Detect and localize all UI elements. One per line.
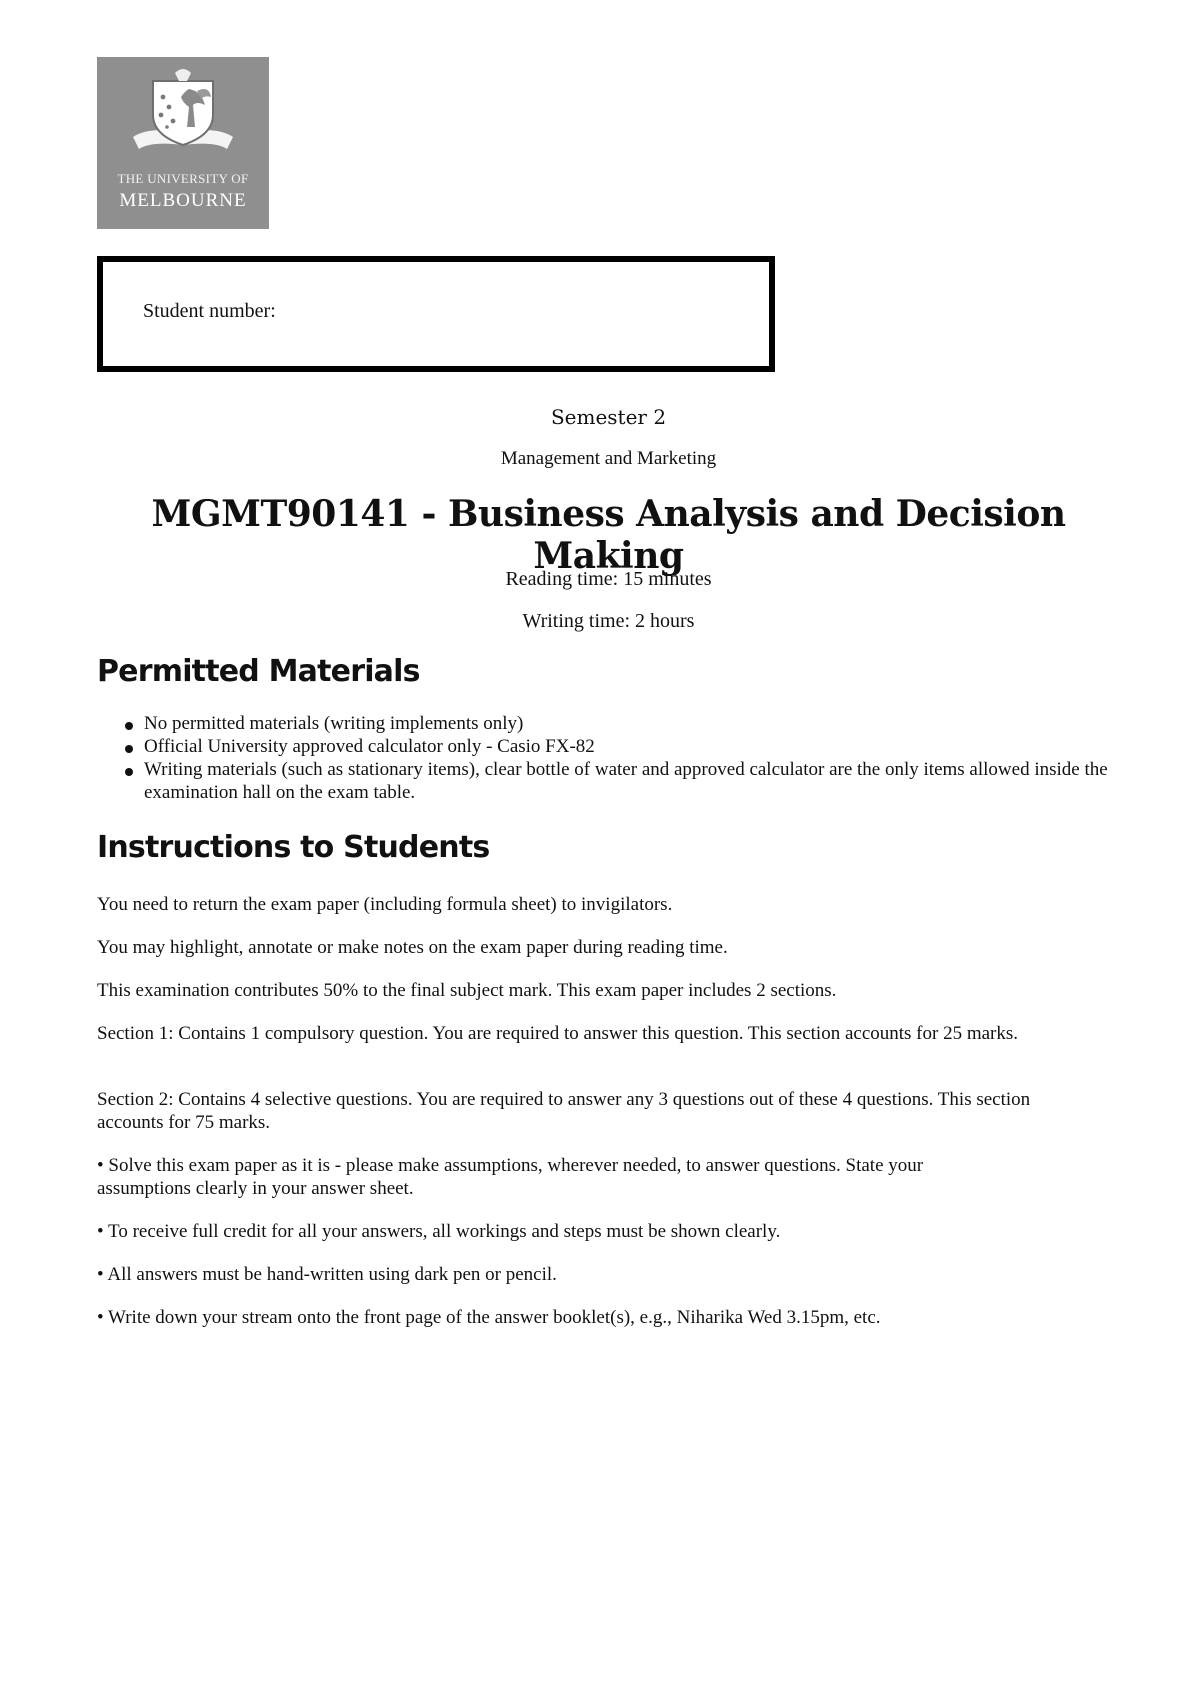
university-crest-icon bbox=[97, 57, 269, 167]
instruction-paragraph: • Solve this exam paper as it is - please make assumptions, wherever needed, to answer questions. State your assumptions clearly in your answer sheet. bbox=[97, 1155, 924, 1199]
instruction-paragraph: Section 1: Contains 1 compulsory question. You are required to answer this question. This section accounts for 25 marks. bbox=[97, 1023, 1019, 1044]
instruction-paragraph: • All answers must be hand-written using dark pen or pencil. bbox=[97, 1264, 557, 1285]
instruction-paragraph: This examination contributes 50% to the final subject mark. This exam paper includes 2 sections. bbox=[97, 980, 837, 1001]
university-logo bbox=[97, 57, 269, 229]
permitted-materials-list bbox=[97, 712, 1144, 804]
instruction-paragraph: You need to return the exam paper (including formula sheet) to invigilators. bbox=[97, 894, 673, 915]
writing-time: Writing time: 2 hours bbox=[522, 610, 695, 632]
instructions-heading: Instructions to Students bbox=[97, 830, 490, 865]
list-item: Writing materials (such as stationary items), clear bottle of water and approved calculator are the only items allowed inside the examination hall on the exam table. bbox=[144, 758, 1144, 804]
list-item: No permitted materials (writing implements only) bbox=[144, 712, 1144, 735]
student-number-label: Student number: bbox=[143, 300, 276, 322]
instruction-paragraph: Section 2: Contains 4 selective questions. You are required to answer any 3 questions out of these 4 questions. This section accounts for 75 marks. bbox=[97, 1089, 1031, 1133]
list-item: Official University approved calculator only - Casio FX-82 bbox=[144, 735, 1144, 758]
instruction-paragraph: • To receive full credit for all your answers, all workings and steps must be shown clearly. bbox=[97, 1221, 781, 1242]
instruction-paragraph: You may highlight, annotate or make notes on the exam paper during reading time. bbox=[97, 937, 728, 958]
permitted-materials-heading: Permitted Materials bbox=[97, 654, 420, 689]
exam-title: MGMT90141 - Business Analysis and Decision Making bbox=[151, 493, 1066, 577]
reading-time: Reading time: 15 minutes bbox=[505, 568, 712, 590]
logo-line-2: MELBOURNE bbox=[119, 190, 247, 211]
logo-line-1: THE UNIVERSITY OF bbox=[117, 171, 249, 186]
student-number-box[interactable] bbox=[97, 256, 775, 372]
department-label: Management and Marketing bbox=[500, 448, 717, 469]
semester-label: Semester 2 bbox=[550, 405, 667, 429]
instruction-paragraph: • Write down your stream onto the front page of the answer booklet(s), e.g., Niharika Wed 3.15pm, etc. bbox=[97, 1307, 881, 1328]
